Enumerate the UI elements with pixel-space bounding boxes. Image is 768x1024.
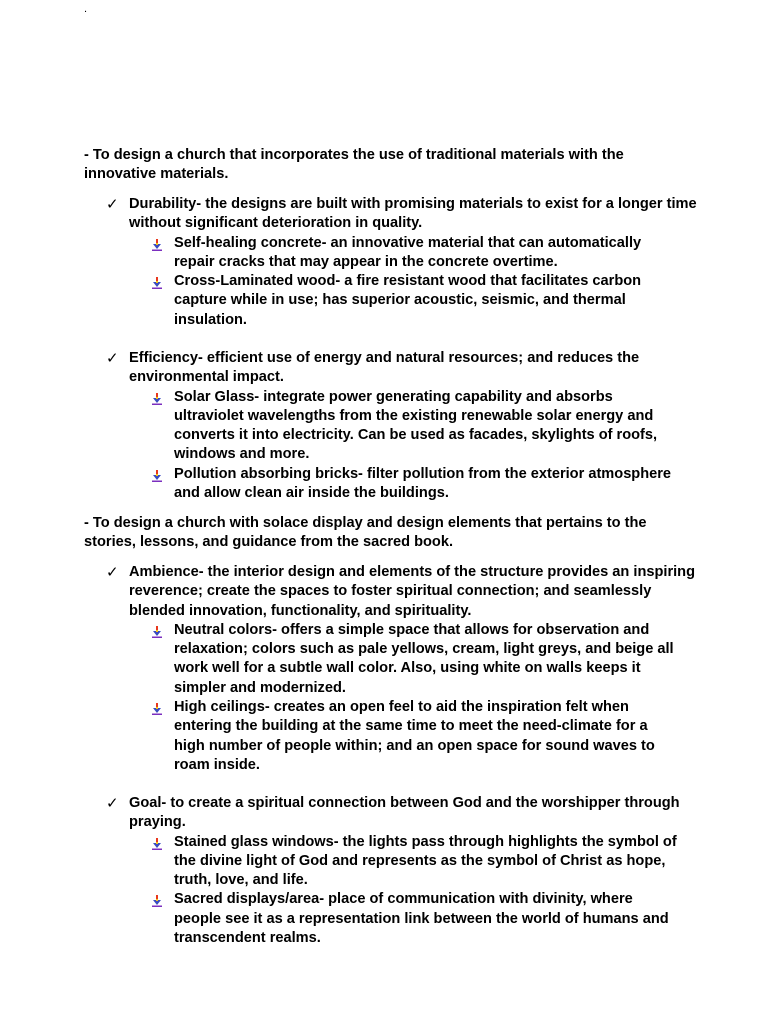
sub-list-item <box>151 698 681 775</box>
checklist-item-text: Ambience- the interior design and elements of the structure provides an inspiring reverence; create the spaces to foster spiritual connection; and seamlessly blended innovation, functionality, and spirituality. <box>129 564 696 619</box>
sub-item-text: High ceilings- creates an open feel to aid the inspiration felt when entering the building at the same time to meet the need-climate for a high number of people within; and an open space for sound waves to roam inside. <box>174 699 655 773</box>
sub-list <box>151 621 681 775</box>
sub-list <box>151 833 681 949</box>
down-arrow-bullet-icon <box>151 239 163 251</box>
sub-list-item <box>151 234 681 273</box>
sub-item-text: Self-healing concrete- an innovative material that can automatically repair cracks that may appear in the concrete overtime. <box>174 234 642 270</box>
sub-item-text: Solar Glass- integrate power generating capability and absorbs ultraviolet wavelengths from the existing renewable solar energy and converts it into electricity. Can be used as facades, skylights of roofs, windows and more. <box>174 388 658 463</box>
sub-list-item <box>151 465 681 504</box>
sub-item-text: Sacred displays/area- place of communication with divinity, where people see it as a representation link between the world of humans and transcendent realms. <box>174 891 669 947</box>
check-mark-icon: ✓ <box>106 196 119 213</box>
down-arrow-bullet-icon <box>151 895 163 907</box>
header-dot: . <box>84 3 88 15</box>
check-mark-icon: ✓ <box>106 350 119 367</box>
sub-list-item <box>151 890 681 948</box>
checklist-item-ambience <box>106 563 706 775</box>
sub-list <box>151 388 681 504</box>
sub-item-text: Neutral colors- offers a simple space that allows for observation and relaxation; colors such as pale yellows, cream, light greys, and beige all work well for a subtle wall color. Also, using white on walls keeps it simpler and modernized. <box>174 621 674 696</box>
sub-item-text: Stained glass windows- the lights pass through highlights the symbol of the divine light of God and represents as the symbol of Christ as hope, truth, love, and life. <box>174 833 677 889</box>
sub-list-item <box>151 621 681 698</box>
sub-item-text: Pollution absorbing bricks- filter pollution from the exterior atmosphere and allow clean air inside the buildings. <box>174 465 672 502</box>
checklist-item-durability <box>106 195 706 330</box>
checklist-item-goal <box>106 794 706 948</box>
check-mark-icon: ✓ <box>106 564 119 581</box>
sub-item-text: Cross-Laminated wood- a fire resistant wood that facilitates carbon capture while in use; has superior acoustic, seismic, and thermal insulation. <box>174 273 642 328</box>
objective-text: - To design a church that incorporates the use of traditional materials with the innovative materials. <box>84 147 624 183</box>
sub-list-item <box>151 272 681 330</box>
down-arrow-bullet-icon <box>151 626 163 638</box>
sub-list-item <box>151 833 681 891</box>
down-arrow-bullet-icon <box>151 703 163 715</box>
sub-list-item <box>151 388 681 465</box>
checklist-item-text: Durability- the designs are built with promising materials to exist for a longer time without significant deterioration in quality. <box>129 196 697 232</box>
down-arrow-bullet-icon <box>151 277 163 289</box>
checklist-item-efficiency <box>106 349 706 503</box>
down-arrow-bullet-icon <box>151 470 163 482</box>
sub-list <box>151 234 681 330</box>
objective-text: - To design a church with solace display and design elements that pertains to the stories, lessons, and guidance from the sacred book. <box>84 515 647 551</box>
check-mark-icon: ✓ <box>106 795 119 812</box>
checklist-item-text: Goal- to create a spiritual connection between God and the worshipper through praying. <box>129 795 680 831</box>
down-arrow-bullet-icon <box>151 838 163 850</box>
checklist-item-text: Efficiency- efficient use of energy and natural resources; and reduces the environmental impact. <box>129 350 640 386</box>
down-arrow-bullet-icon <box>151 393 163 405</box>
